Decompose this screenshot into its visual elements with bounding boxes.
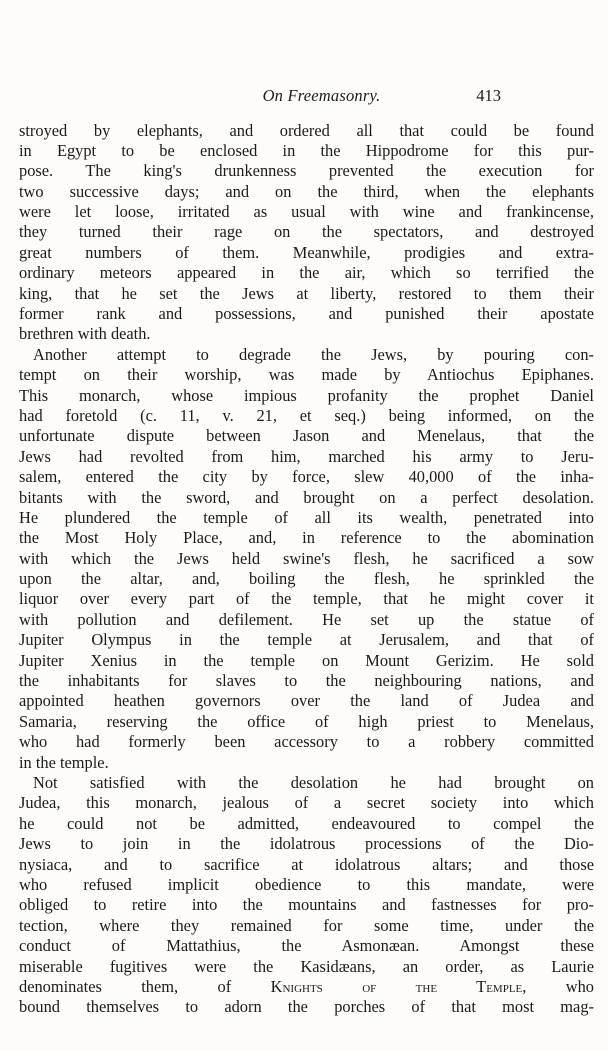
text-line: tection, where they remained for some time, under the	[19, 915, 594, 935]
text-line: liquor over every part of the temple, that he might cover it	[19, 589, 594, 609]
text-line: conduct of Mattathius, the Asmonæan. Amongst these	[19, 936, 594, 956]
page-header	[18, 86, 595, 110]
text-line: Jupiter Olympus in the temple at Jerusalem, and that of	[19, 630, 594, 650]
running-title: On Freemasonry.	[262, 86, 381, 105]
text-line: appointed heathen governors over the land of Judea and	[19, 691, 594, 711]
text-line: in the temple.	[19, 752, 109, 772]
text-line	[19, 977, 594, 997]
text-line: obliged to retire into the mountains and fastnesses for pro-	[19, 895, 594, 915]
text-line: two successive days; and on the third, when the elephants	[19, 181, 594, 201]
text-line: with pollution and defilement. He set up the statue of	[19, 609, 594, 629]
text-line: the inhabitants for slaves to the neighbouring nations, and	[19, 671, 594, 691]
text-segment: denominates them, of	[19, 976, 271, 996]
text-line: He plundered the temple of all its wealth, penetrated into	[19, 507, 594, 527]
text-line: stroyed by elephants, and ordered all that could be found	[19, 120, 594, 140]
text-line: former rank and possessions, and punished their apostate	[19, 304, 594, 324]
text-line: were let loose, irritated as usual with wine and frankincense,	[19, 202, 594, 222]
text-line: pose. The king's drunkenness prevented the execution for	[19, 161, 594, 181]
text-line: nysiaca, and to sacrifice at idolatrous altars; and those	[19, 854, 594, 874]
text-line: the Most Holy Place, and, in reference to the abomination	[19, 528, 594, 548]
text-line: Samaria, reserving the office of high priest to Menelaus,	[19, 711, 594, 731]
small-caps-term: Knights of the Temple,	[270, 976, 527, 996]
text-line: miserable fugitives were the Kasidæans, an order, as Laurie	[19, 956, 594, 976]
text-line: he could not be admitted, endeavoured to compel the	[19, 813, 594, 833]
body-text	[19, 121, 594, 1018]
text-line: Jews to join in the idolatrous processions of the Dio-	[19, 834, 594, 854]
text-line: upon the altar, and, boiling the flesh, he sprinkled the	[19, 569, 594, 589]
text-line: king, that he set the Jews at liberty, restored to them their	[19, 283, 594, 303]
text-line: This monarch, whose impious profanity the prophet Daniel	[19, 385, 594, 405]
text-line: brethren with death.	[19, 324, 151, 344]
text-line: they turned their rage on the spectators, and destroyed	[19, 222, 594, 242]
text-line: who had formerly been accessory to a robbery committed	[19, 732, 594, 752]
text-line: Judea, this monarch, jealous of a secret society into which	[19, 793, 594, 813]
text-line: in Egypt to be enclosed in the Hippodrome for this pur-	[19, 140, 594, 160]
page-number: 413	[476, 86, 501, 105]
text-line: Jupiter Xenius in the temple on Mount Gerizim. He sold	[19, 650, 594, 670]
text-line: ordinary meteors appeared in the air, which so terrified the	[19, 263, 594, 283]
text-line: tempt on their worship, was made by Antiochus Epiphanes.	[19, 365, 594, 385]
text-line: bound themselves to adorn the porches of that most mag-	[19, 997, 594, 1017]
text-line: salem, entered the city by force, slew 40,000 of the inha-	[19, 467, 594, 487]
text-line: unfortunate dispute between Jason and Menelaus, that the	[19, 426, 594, 446]
text-line: bitants with the sword, and brought on a perfect desolation.	[19, 487, 594, 507]
text-line: Jews had revolted from him, marched his army to Jeru-	[19, 446, 594, 466]
text-line: great numbers of them. Meanwhile, prodigies and extra-	[19, 242, 594, 262]
text-line: Another attempt to degrade the Jews, by pouring con-	[33, 344, 594, 364]
text-line: Not satisfied with the desolation he had brought on	[33, 773, 594, 792]
text-line: who refused implicit obedience to this mandate, were	[19, 874, 594, 894]
text-segment: who	[526, 976, 595, 996]
text-line: had foretold (c. 11, v. 21, et seq.) being informed, on the	[19, 405, 594, 425]
text-line: with which the Jews held swine's flesh, he sacrificed a sow	[19, 548, 594, 568]
